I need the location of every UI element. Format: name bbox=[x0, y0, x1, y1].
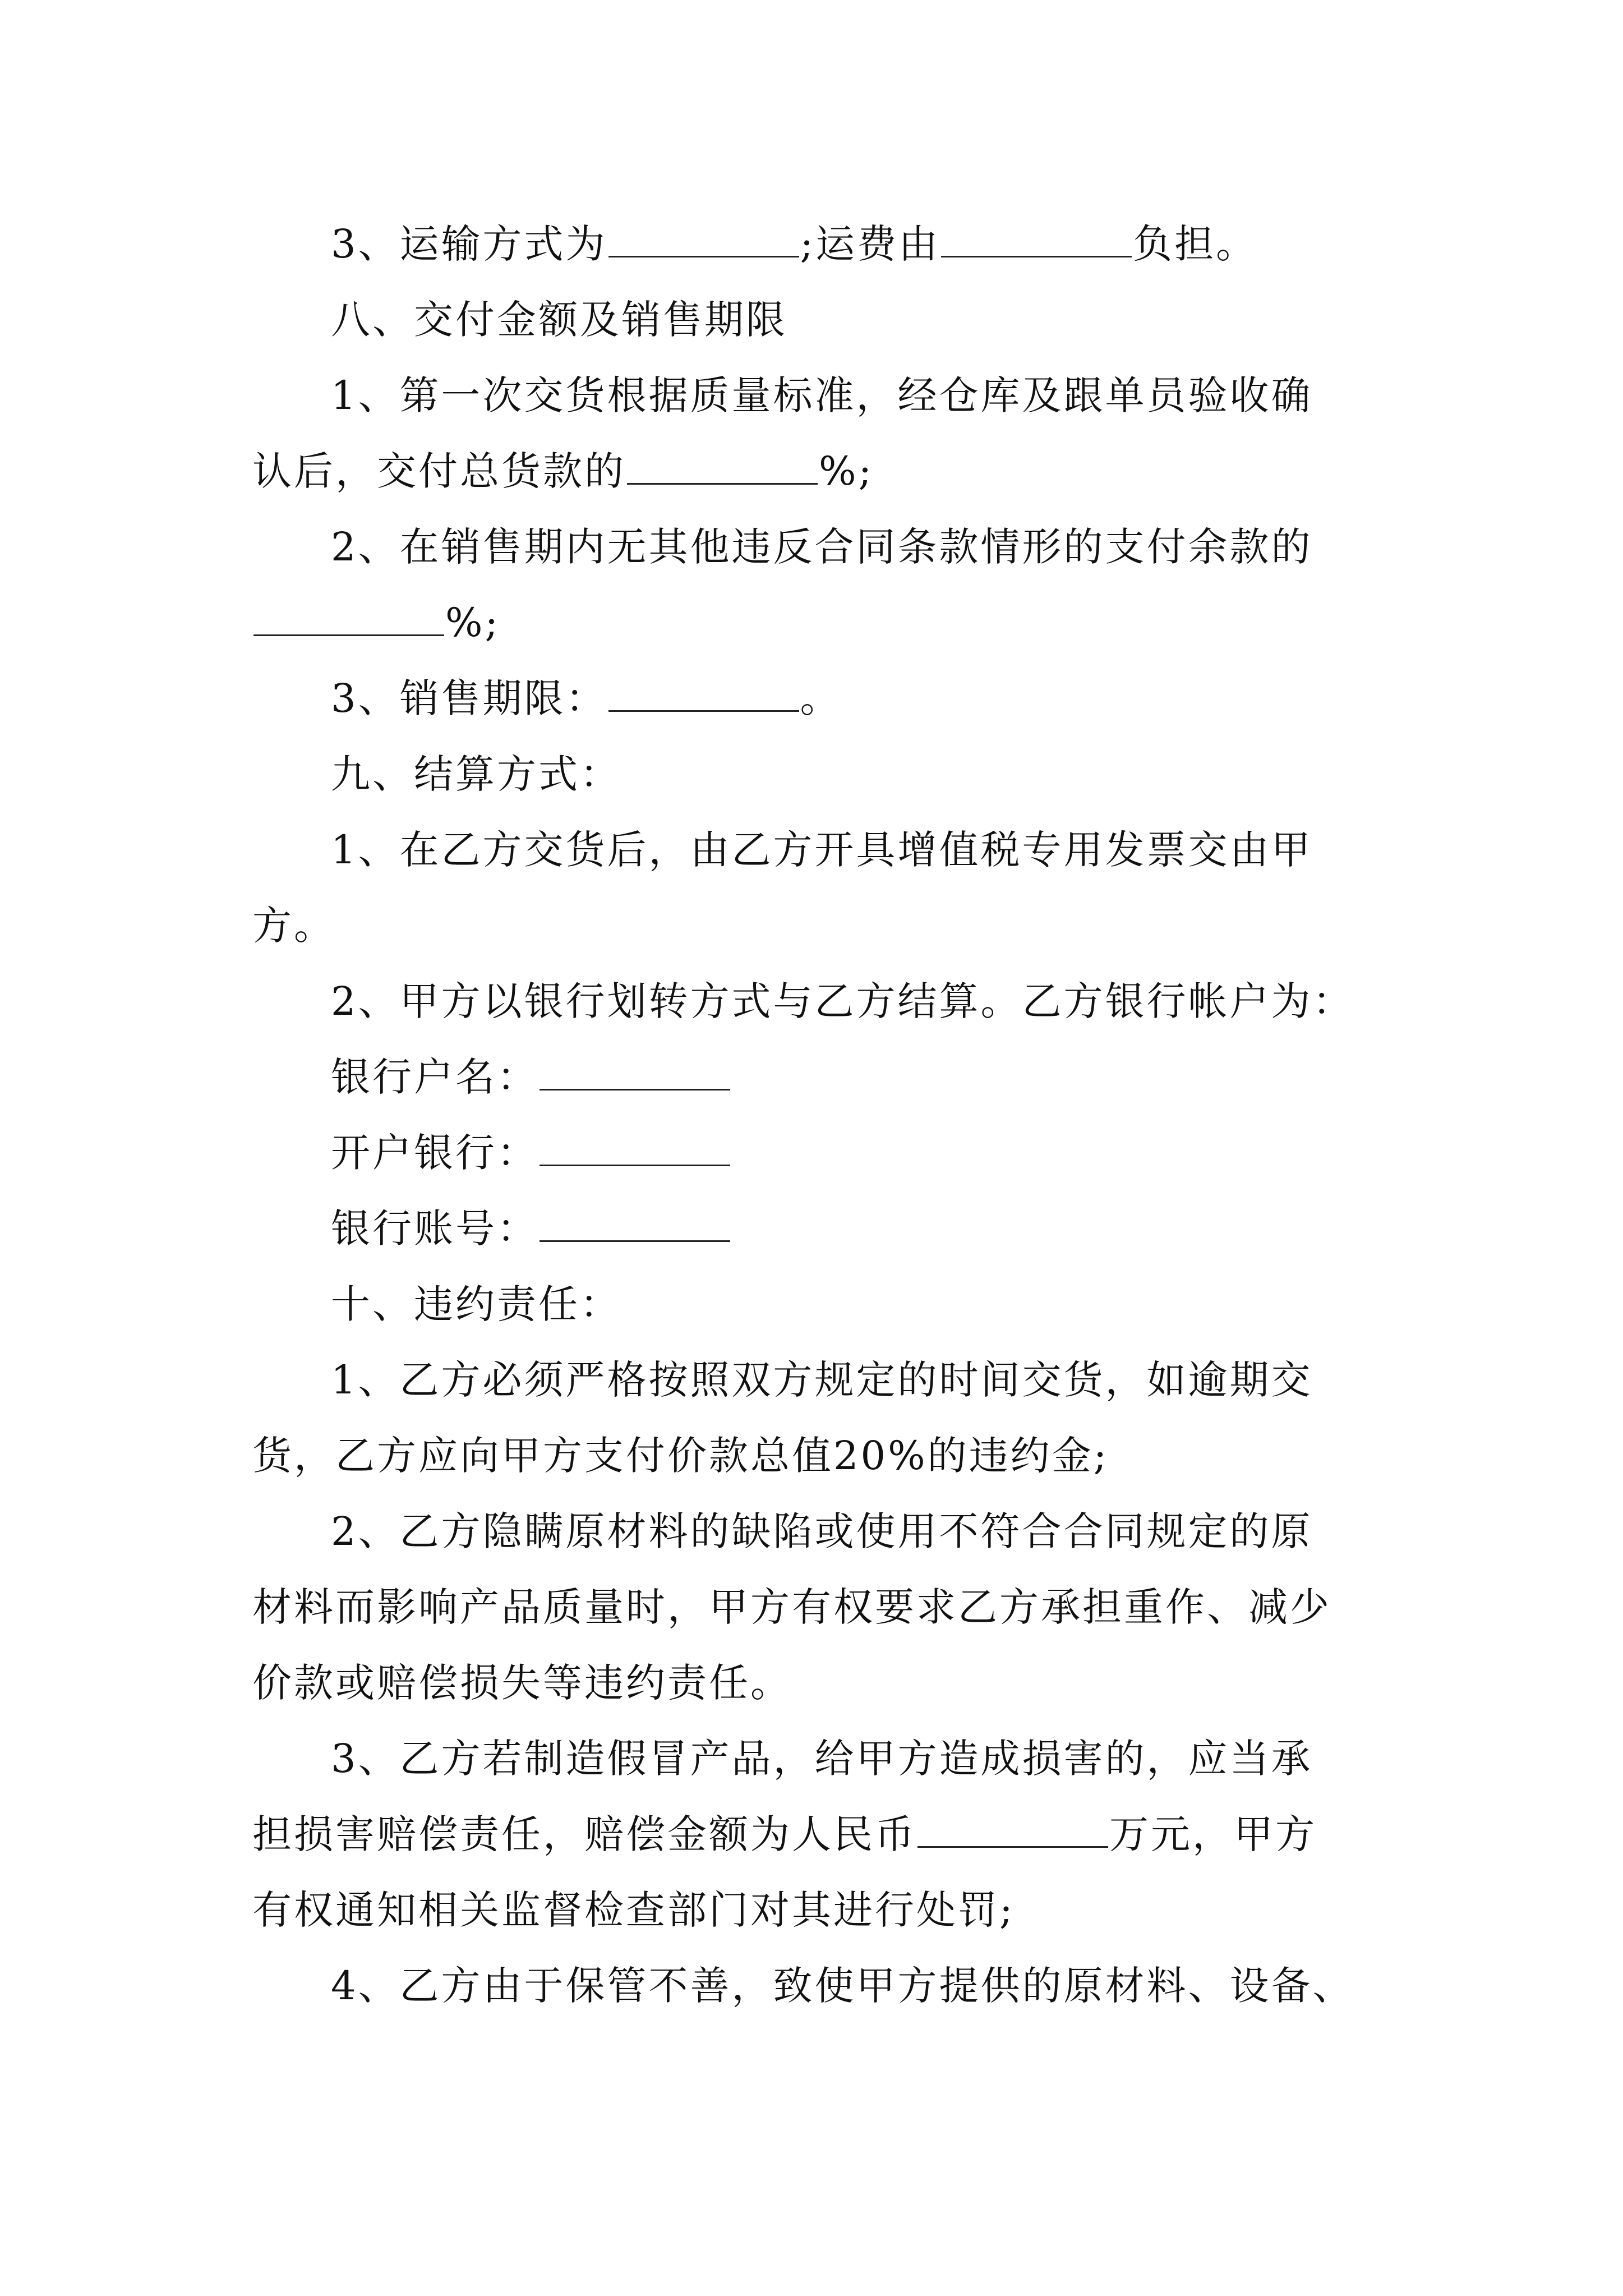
bank-account-line bbox=[331, 1200, 1481, 1257]
paragraph-line: 2、在销售期内无其他违反合同条款情形的支付余款的 bbox=[331, 524, 1313, 570]
paragraph-line: 2、乙方隐瞒原材料的缺陷或使用不符合合同规定的原 bbox=[331, 1508, 1313, 1554]
blank-field[interactable] bbox=[941, 217, 1132, 257]
text: 万元，甲方 bbox=[1109, 1811, 1317, 1857]
paragraph-line: 3、乙方若制造假冒产品，给甲方造成损害的，应当承 bbox=[331, 1736, 1313, 1782]
blank-field[interactable] bbox=[608, 671, 799, 712]
text: 银行户名： bbox=[331, 1054, 538, 1100]
paragraph-line: 1、第一次交货根据质量标准，经仓库及跟单员验收确 bbox=[331, 372, 1313, 418]
bank-branch-line bbox=[331, 1125, 1481, 1181]
section-heading: 九、结算方式： bbox=[331, 751, 621, 797]
text: 认后，交付总货款的 bbox=[252, 448, 626, 494]
text: 开户银行： bbox=[331, 1130, 538, 1176]
paragraph-line: 2、甲方以银行划转方式与乙方结算。乙方银行帐户为： bbox=[331, 978, 1354, 1024]
text: %; bbox=[445, 600, 501, 646]
blank-field[interactable] bbox=[540, 1201, 730, 1242]
bank-name-line bbox=[331, 1049, 1481, 1105]
section-heading: 十、违约责任： bbox=[331, 1281, 621, 1327]
blank-field[interactable] bbox=[917, 1807, 1108, 1848]
blank-field[interactable] bbox=[540, 1050, 730, 1091]
text: 担损害赔偿责任，赔偿金额为人民币 bbox=[252, 1811, 916, 1857]
text: 3、运输方式为 bbox=[331, 221, 607, 267]
text: 。 bbox=[800, 675, 842, 721]
paragraph-line bbox=[252, 443, 1402, 499]
paragraph-line bbox=[331, 670, 1481, 726]
text: 银行账号： bbox=[331, 1205, 538, 1251]
paragraph-line: 材料而影响产品质量时，甲方有权要求乙方承担重作、减少 bbox=[252, 1584, 1331, 1630]
section-heading: 八、交付金额及销售期限 bbox=[331, 297, 787, 343]
paragraph-line: 价款或赔偿损失等违约责任。 bbox=[252, 1660, 792, 1706]
transport-line bbox=[331, 216, 1481, 272]
paragraph-line: 1、乙方必须严格按照双方规定的时间交货，如逾期交 bbox=[331, 1357, 1313, 1403]
blank-field[interactable] bbox=[608, 217, 799, 257]
text: %; bbox=[819, 448, 874, 494]
text: ;运费由 bbox=[800, 221, 940, 267]
blank-field[interactable] bbox=[540, 1125, 730, 1166]
text: 负担。 bbox=[1133, 221, 1258, 267]
blank-field[interactable] bbox=[253, 595, 444, 636]
text: 3、销售期限： bbox=[331, 675, 607, 721]
paragraph-line bbox=[252, 595, 1402, 651]
blank-field[interactable] bbox=[627, 444, 818, 485]
paragraph-line: 方。 bbox=[252, 903, 335, 949]
paragraph-line: 货，乙方应向甲方支付价款总值20%的违约金; bbox=[252, 1433, 1109, 1479]
paragraph-line bbox=[252, 1806, 1402, 1862]
paragraph-line: 1、在乙方交货后，由乙方开具增值税专用发票交由甲 bbox=[331, 827, 1313, 873]
paragraph-line: 4、乙方由于保管不善，致使甲方提供的原材料、设备、 bbox=[331, 1963, 1354, 2009]
paragraph-line: 有权通知相关监督检查部门对其进行处罚; bbox=[252, 1887, 1015, 1933]
